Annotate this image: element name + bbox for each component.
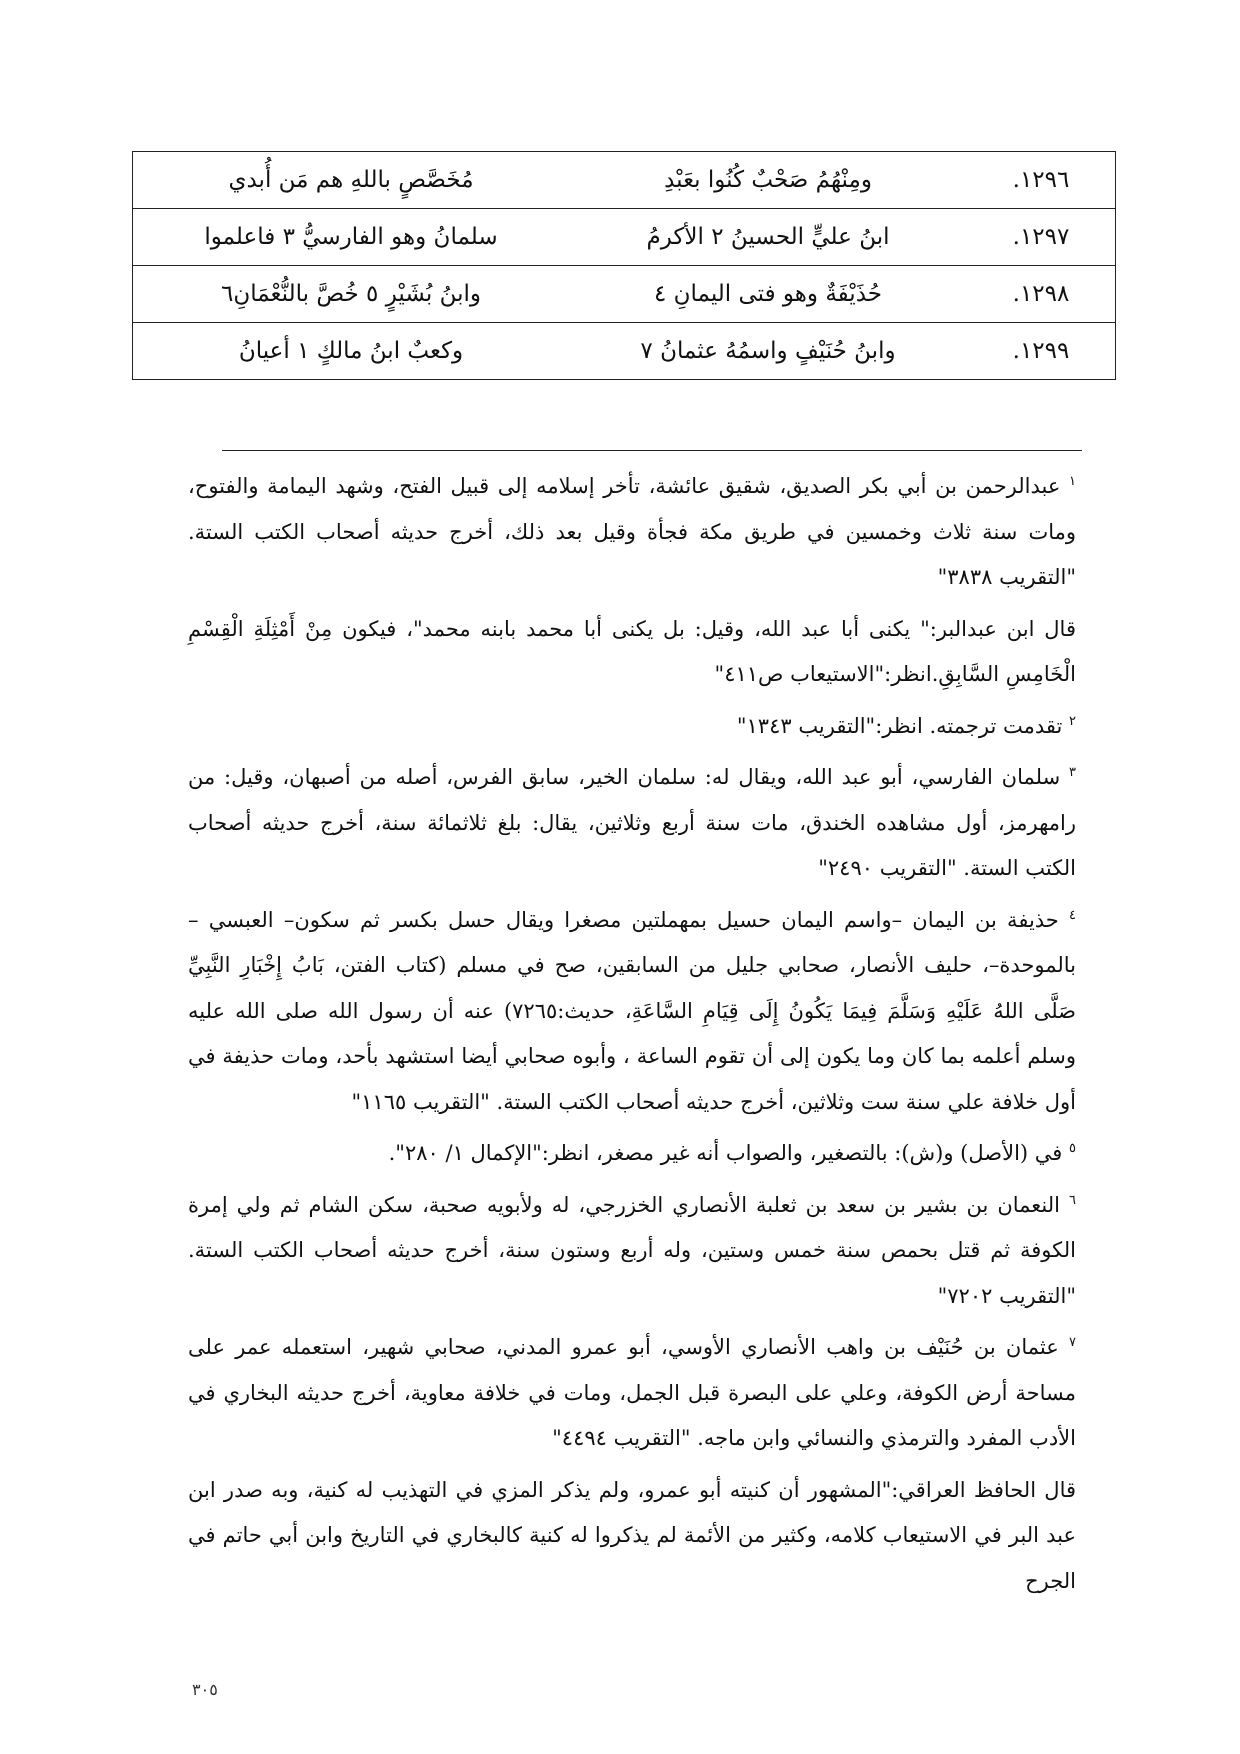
verse-number: ١٢٩٨. [967, 266, 1116, 323]
page-number: ٣٠٥ [192, 1680, 218, 1699]
footnote-text: عبدالرحمن بن أبي بكر الصديق، شقيق عائشة، تأخر إسلامه إلى قبيل الفتح، وشهد اليمامة والفتوح، ومات سنة ثلاث وخمسين في طريق مكة فجأة وقيل بعد ذلك، أخرج حديثه أصحاب الكتب الستة. "التقريب ٣٨٣٨" [188, 474, 1076, 589]
verse-row [133, 152, 1116, 209]
verse-second-hemistich: وابنُ بُشَيْرٍ ٥ خُصَّ بالنُّعْمَانِ٦ [133, 266, 570, 323]
footnote-separator [222, 450, 1082, 451]
footnote [188, 1131, 1076, 1177]
verse-number: ١٢٩٧. [967, 209, 1116, 266]
verse-first-hemistich: ومِنْهُمُ صَحْبٌ كُنُوا بعَبْدِ [569, 152, 967, 209]
verse-number: ١٢٩٦. [967, 152, 1116, 209]
verse-second-hemistich: وكعبٌ ابنُ مالكٍ ١ أعيانُ [133, 323, 570, 380]
verse-row [133, 209, 1116, 266]
verse-first-hemistich: ابنُ عليٍّ الحسينُ ٢ الأكرمُ [569, 209, 967, 266]
footnote [188, 755, 1076, 892]
verse-first-hemistich: وابنُ حُنَيْفٍ واسمُهُ عثمانُ ٧ [569, 323, 967, 380]
footnote [188, 607, 1076, 698]
footnote [188, 898, 1076, 1126]
footnote-text: تقدمت ترجمته. انظر:"التقريب ١٣٤٣" [736, 713, 1063, 738]
footnote [188, 704, 1076, 750]
footnotes [188, 464, 1076, 1610]
footnote-text: في (الأصل) و(ش): بالتصغير، والصواب أنه غير مصغر، انظر:"الإكمال ١/ ٢٨٠". [388, 1141, 1063, 1165]
footnote-marker: ٦ [1069, 1192, 1076, 1208]
footnote-marker: ٤ [1069, 907, 1076, 923]
footnote-marker: ٢ [1069, 713, 1076, 729]
footnote-text: قال ابن عبدالبر:" يكنى أبا عبد الله، وقيل: بل يكنى أبا محمد بابنه محمد"، فيكون مِنْ أَمْثِلَةِ الْقِسْمِ الْخَامِسِ السَّابِقِ.انظر:"الاستيعاب ص٤١١" [188, 616, 1076, 686]
footnote-text: النعمان بن بشير بن سعد بن ثعلبة الأنصاري الخزرجي، له ولأبويه صحبة، سكن الشام ثم ولي إمرة الكوفة ثم قتل بحمص سنة خمس وستين، وله أربع وستون سنة، أخرج حديثه أصحاب الكتب الستة. "التقريب ٧٢٠٢" [188, 1192, 1076, 1308]
footnote-marker: ٧ [1069, 1335, 1076, 1350]
verse-first-hemistich: حُذَيْفَةٌ وهو فتى اليمانِ ٤ [569, 266, 967, 323]
footnote-text: سلمان الفارسي، أبو عبد الله، ويقال له: سلمان الخير، سابق الفرس، أصله من أصبهان، وقيل: من رامهرمز، أول مشاهده الخندق، مات سنة أربع وثلاثين، يقال: بلغ ثلاثمائة سنة، أخرج حديثه أصحاب الكتب الستة. "التقريب ٢٤٩٠" [188, 765, 1076, 880]
footnote-text: عثمان بن حُنَيْف بن واهب الأنصاري الأوسي، أبو عمرو المدني، صحابي شهير، استعمله عمر على مساحة أرض الكوفة، وعلي على البصرة قبل الجمل، ومات في خلافة معاوية، أخرج حديثه البخاري في الأدب المفرد والترمذي والنسائي وابن ماجه. "التقريب ٤٤٩٤" [188, 1335, 1076, 1450]
verse-second-hemistich: سلمانُ وهو الفارسيُّ ٣ فاعلموا [133, 209, 570, 266]
footnote-marker: ٣ [1069, 765, 1076, 780]
verse-row [133, 323, 1116, 380]
footnote [188, 1468, 1076, 1605]
footnote-marker: ١ [1069, 474, 1076, 489]
verse-number: ١٢٩٩. [967, 323, 1116, 380]
verse-table [132, 151, 1116, 380]
footnote [188, 1325, 1076, 1462]
footnote [188, 464, 1076, 601]
footnote-text: حذيفة بن اليمان –واسم اليمان حسيل بمهملتين مصغرا ويقال حسل بكسر ثم سكون– العبسي – بالموحدة–، حليف الأنصار، صحابي جليل من السابقين، صح في مسلم (كتاب الفتن، بَابُ إِخْبَارِ النَّبِيِّ صَلَّى اللهُ عَلَيْهِ وَسَلَّمَ فِيمَا يَكُونُ إِلَى قِيَامِ السَّاعَةِ، حديث:٧٢٦٥) عنه أن رسول الله صلى الله عليه وسلم أعلمه بما كان وما يكون إلى أن تقوم الساعة ، وأبوه صحابي أيضا استشهد بأحد، ومات حذيفة في أول خلافة علي سنة ست وثلاثين، أخرج حديثه أصحاب الكتب الستة. "التقريب ١١٦٥" [188, 907, 1076, 1114]
footnote [188, 1183, 1076, 1320]
footnote-text: قال الحافظ العراقي:"المشهور أن كنيته أبو عمرو، ولم يذكر المزي في التهذيب له كنية، وبه صدر ابن عبد البر في الاستيعاب كلامه، وكثير من الأئمة لم يذكروا له كنية كالبخاري في التاريخ وابن أبي حاتم في الجرح [188, 1477, 1076, 1593]
footnote-marker: ٥ [1069, 1141, 1076, 1156]
verse-second-hemistich: مُخَصَّصٍ باللهِ هم مَن أُبدي [133, 152, 570, 209]
verse-row [133, 266, 1116, 323]
